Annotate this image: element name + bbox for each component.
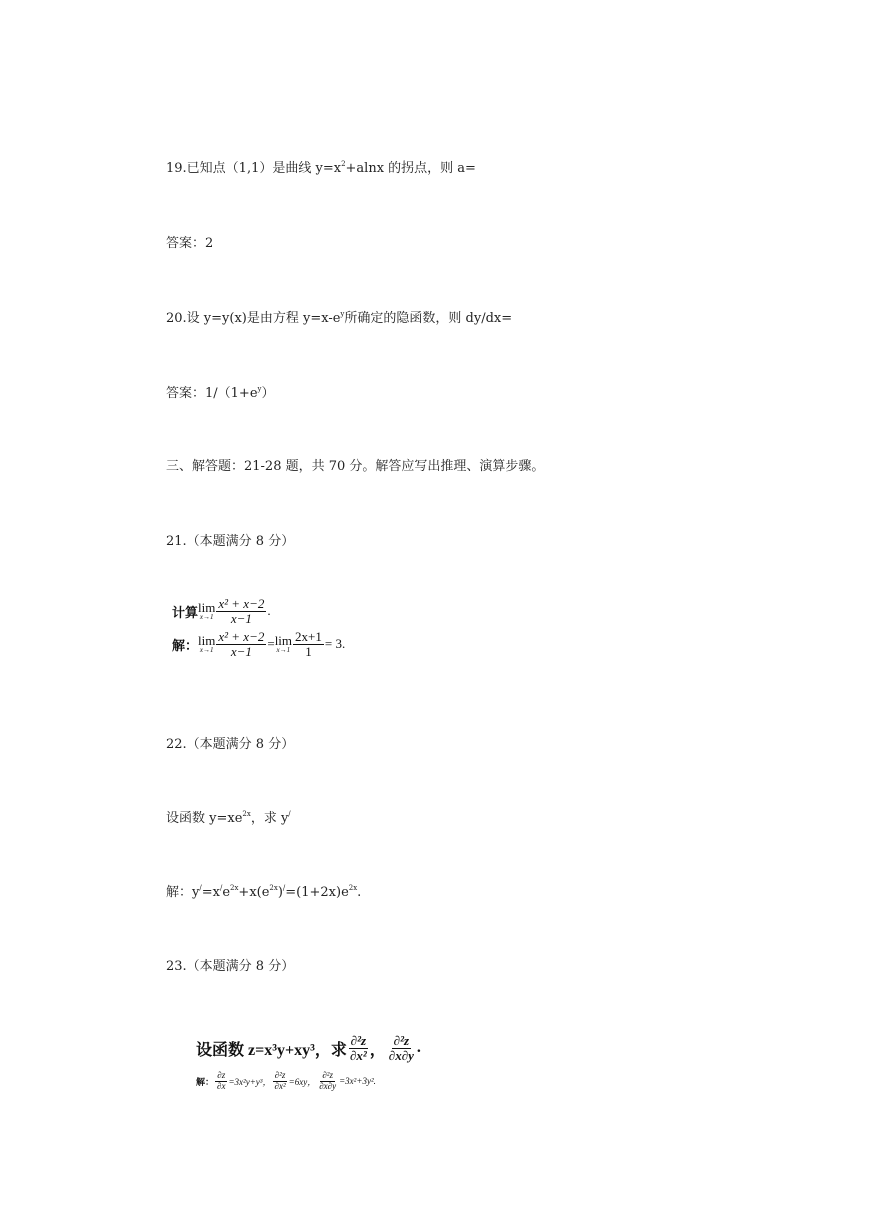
question-23-solution: 解： $\frac{\partial z}{\partial x}$ =3x²y+y³， $\frac{\text{∂²z}}{\text{∂x²}}$ =6xy， $\frac{\text{∂²z}}{\partial x\partial y}$ =3x²+3y². xyxy=(196,1070,376,1091)
question-22-ask: 设函数 $y=xe^{2x}$，求 y/ xyxy=(166,809,291,826)
section-heading-3: 三、解答题：21-28 题，共 70 分。解答应写出推理、演算步骤。 xyxy=(166,459,545,474)
question-21-header: 21.（本题满分 8 分） xyxy=(166,534,295,549)
question-20: 20.设 y=y(x)是由方程 $y=x-e^y$所确定的隐函数，则 dy/dx= xyxy=(166,309,513,326)
fraction: $\frac{\text{x² + x−2}}{x-1}$ xyxy=(218,628,265,659)
question-21-ask: 计算 lim x→1 $\frac{\text{x² + x−2}}{x-1}$ . xyxy=(172,595,271,626)
question-19: 19.已知点（1,1）是曲线 $y=x^2+alnx$ 的拐点，则 a= xyxy=(166,159,476,176)
fraction: $\frac{\text{∂²z}}{\text{∂x²}}$ xyxy=(274,1070,286,1091)
limit-operator: lim x→1 xyxy=(198,633,216,654)
question-23-ask: 设函数 z=x³y+xy³，求 $\frac{\text{∂²z}}{\text{∂x²}}$ ， $\frac{\text{∂²z}}{\partial x\partial y}$ . xyxy=(196,1032,421,1063)
question-23-math xyxy=(196,1030,421,1096)
fraction: $\frac{\partial z}{\partial x}$ xyxy=(217,1070,226,1091)
question-23-header: 23.（本题满分 8 分） xyxy=(166,959,295,974)
question-22-header: 22.（本题满分 8 分） xyxy=(166,737,295,752)
limit-operator: lim x→1 xyxy=(274,633,293,654)
fraction: $\frac{\text{x² + x−2}}{x-1}$ xyxy=(218,595,265,626)
limit-operator: lim x→1 xyxy=(198,600,216,621)
question-22-solution: 解：$y^/=x^/e^{2x}+x(e^{2x})^/=(1+2x)e^{2x}$. xyxy=(166,883,362,900)
fraction: $\frac{\text{∂²z}}{\text{∂x²}}$ xyxy=(349,1032,367,1063)
fraction: $\frac{\text{∂²z}}{\partial x\partial y}$ xyxy=(319,1070,337,1091)
answer-19: 答案：2 xyxy=(166,236,214,251)
question-21-solution: 解： lim x→1 $\frac{\text{x² + x−2}}{x-1}$ = lim x→1 $\frac{2x+1}{1}$ = 3. xyxy=(172,628,346,659)
question-21-math xyxy=(172,596,345,662)
fraction: $\frac{2x+1}{1}$ xyxy=(295,628,322,659)
answer-20: 答案：$1/(1+e^y)$ xyxy=(166,384,275,401)
fraction: $\frac{\text{∂²z}}{\partial x\partial y}$ xyxy=(388,1032,414,1063)
